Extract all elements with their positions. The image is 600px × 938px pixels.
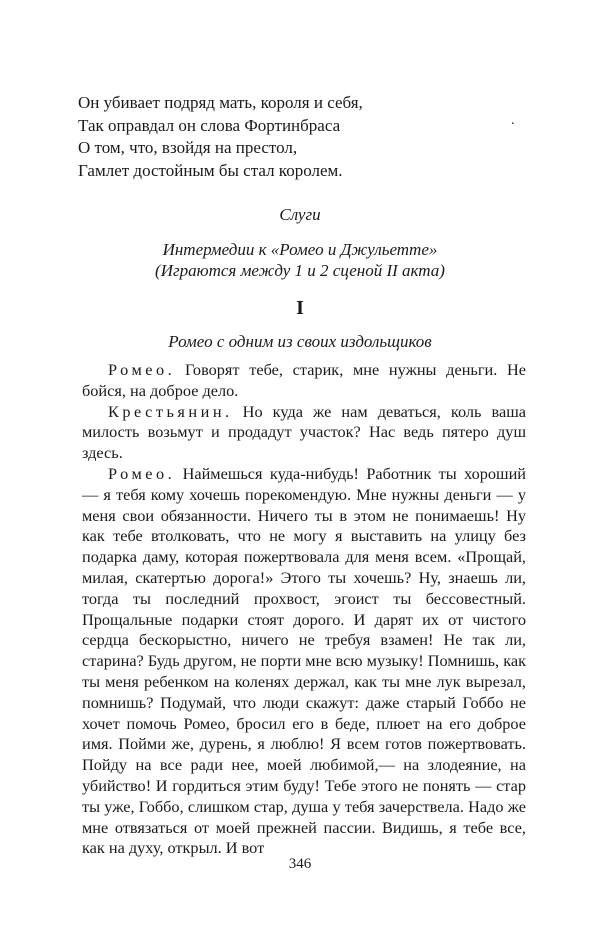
part-numeral: I <box>296 297 304 319</box>
speaker-name: Ромео. <box>108 463 176 483</box>
verse-line: О том, что, взойдя на престол, <box>78 138 298 157</box>
section-title: Слуги <box>279 205 321 224</box>
dialogue-body <box>82 360 526 859</box>
dialogue-paragraph <box>82 402 526 464</box>
stray-mark: . <box>511 113 515 128</box>
speech-text: Говорят тебе, старик, мне нужны деньги. Не бойся, на доброе дело. <box>82 360 526 400</box>
verse-line: Он убивает подряд мать, короля и себя, <box>78 93 363 112</box>
dialogue-paragraph <box>82 360 526 402</box>
verse-line: Так оправдал он слова Фортинбраса <box>78 115 341 135</box>
section-subtitle-note: (Играются между 1 и 2 сценой II акта) <box>155 261 445 280</box>
section-subtitle: Интермедии к «Ромео и Джульетте» <box>162 240 438 259</box>
speech-text: Но куда же нам деваться, коль ваша милость возьмут и продадут участок? Нас ведь пятеро душ здесь. <box>82 401 526 463</box>
verse-line: Гамлет достойным бы стал королем. <box>78 160 343 180</box>
dialogue-paragraph <box>82 464 526 859</box>
speaker-name: Ромео. <box>108 360 176 379</box>
page-number: 346 <box>288 856 312 872</box>
speaker-name: Крестьянин. <box>108 401 233 421</box>
scene-heading: Ромео с одним из своих издольщиков <box>168 332 432 351</box>
speech-text: Наймешься куда-нибудь! Работник ты хороший — я тебя кому хочешь порекомендую. Мне нужны деньги — у меня свои обязанности. Ничего ты в этом не понимаешь! Ну как тебе втолковать, что не могу я выставить на улицу без подарка даму, которая пожертвовала для меня всем. «Прощай, милая, скатертью дорога!» Этого ты хочешь? Ну, знаешь ли, тогда ты последний прохвост, эгоист ты бессовестный. Прощальные подарки стоят дорого. И дарят их от чистого сердца бескорыстно, ничего не требуя взамен! Не так ли, старина? Будь другом, не порти мне всю музыку! Помнишь, как ты меня ребенком на коленях держал, как ты мне лук вырезал, помнишь? Подумай, что люди скажут: даже старый Гоббо не хочет помочь Ромео, бросил его в беде, плюет на его доброе имя. Пойми же, дурень, я люблю! Я всем готов пожертвовать. Пойду на все ради нее, моей любимой,— на злодеяние, на убийство! И гордиться этим буду! Тебе этого не понять — стар ты уже, Гоббо, слишком стар, душа у тебя зачерствела. Надо же мне отвязаться от моей прежней пассии. Видишь, я тебе все, как на духу, открыл. И вот <box>82 463 526 858</box>
verse-block <box>78 92 363 182</box>
